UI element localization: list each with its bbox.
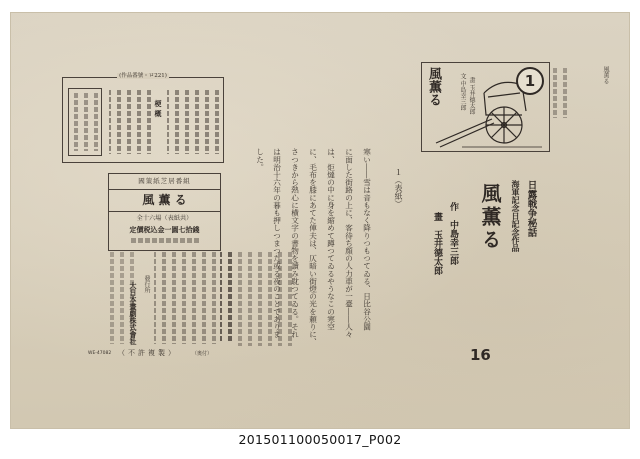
illegible-text-block (167, 90, 219, 154)
divider (109, 211, 220, 212)
publisher-label: 發行所 (143, 275, 150, 293)
illustration-credit-writer: 文 中島幸三郎 (459, 73, 466, 111)
illegible-text-block (553, 68, 567, 118)
narration-line: に、毛布を膝にあてた俥夫は、仄暗い街燈の光を頼りに、 (308, 148, 318, 346)
illustrator-credit: 畫 玉井德太郎 (432, 212, 442, 275)
narration-line: は明治十六年の暮も押しつまつた或る夜のことでありま (272, 148, 282, 338)
illegible-text-block (72, 93, 98, 151)
illustration-thumbnail (421, 62, 550, 152)
synopsis-heading: 梗概 (154, 100, 163, 120)
scene-number-badge: 1 (516, 67, 544, 95)
author-credit: 作 中島幸三郎 (448, 202, 458, 265)
illegible-text-block (109, 90, 151, 154)
corner-label: 風薫る (602, 66, 609, 84)
front-cover-label: １（表紙） (394, 168, 403, 208)
price-box-title: 風 薫 る (142, 193, 187, 207)
kamishibai-back-page (10, 12, 630, 429)
divider (109, 189, 220, 190)
synopsis-box (62, 73, 224, 163)
price-text: 定價税込金一圓七拾錢 (129, 225, 200, 234)
colophon-label: （奧付） (192, 351, 213, 357)
narration-line: さつきから熱心に横文字の書物を讀み耽つてゐる。それ (290, 148, 300, 338)
subtitle-war-story: 日露戦争秘話 (525, 180, 537, 237)
illegible-text-block (220, 252, 232, 342)
narration-line: 寒い――雪は音もなく降りつもつてゐる、日比谷公園 (362, 148, 372, 331)
scene-count: 全十六場（表紙共） (136, 215, 193, 222)
page-number: 16 (470, 346, 491, 364)
print-code: WE-47082 (88, 351, 112, 356)
narration-line: に面した街路の上に、客待ち顔の人力車が一臺――人々 (344, 148, 354, 338)
narration-line: した。 (255, 148, 265, 171)
archive-id-caption: 201501100050017_P002 (238, 432, 402, 447)
illustration-credit-artist: 畫 玉井德太郎 (468, 77, 475, 115)
price-box (108, 173, 221, 251)
subtitle-navy-day: 海軍記念日記念作品 (511, 180, 521, 252)
synopsis-inner-box (68, 88, 102, 156)
page-title: 風薫る (478, 183, 502, 252)
no-reproduction-notice: （不許複製） (118, 349, 178, 357)
narration-line: は、炬燵の中に身を縮めて蹲つてゐるやうなこの寒空 (326, 148, 336, 331)
publisher-name: 大日本畫劇株式會社 (129, 282, 138, 345)
catalog-number: (作品番號・ロ221) (119, 73, 167, 79)
illustration-title: 風薫る (426, 67, 441, 106)
illegible-text-block (131, 238, 199, 243)
illegible-text-block (154, 252, 216, 344)
series-label: 國策紙芝居番組 (138, 177, 191, 185)
illegible-text-block (234, 252, 292, 346)
